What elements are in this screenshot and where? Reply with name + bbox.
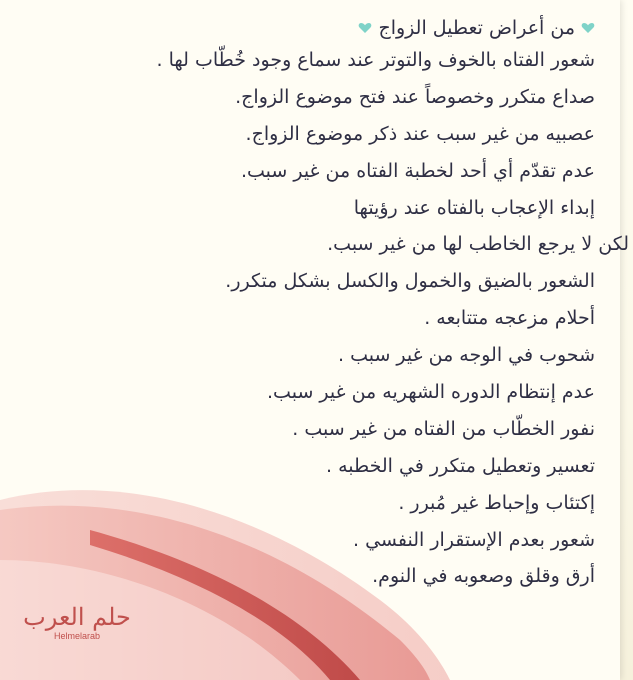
symptoms-list bbox=[0, 14, 629, 601]
list-item: إبداء الإعجاب بالفتاه عند رؤيتها bbox=[353, 196, 595, 219]
list-item: أحلام مزعجه متتابعه . bbox=[424, 307, 595, 330]
logo-arabic-text: حلم العرب bbox=[23, 603, 131, 631]
heading bbox=[0, 14, 595, 42]
list-item: عدم إنتظام الدوره الشهريه من غير سبب. bbox=[267, 381, 595, 404]
list-item: نفور الخطّاب من الفتاه من غير سبب . bbox=[292, 417, 595, 440]
logo-latin-text: Helmelarab bbox=[53, 631, 101, 641]
list-item: شعور بعدم الإستقرار النفسي . bbox=[353, 528, 595, 551]
list-item: الشعور بالضيق والخمول والكسل بشكل متكرر. bbox=[225, 270, 595, 293]
list-item: لكن لا يرجع الخاطب لها من غير سبب. bbox=[327, 233, 629, 256]
heart-icon bbox=[581, 22, 595, 34]
heart-icon bbox=[358, 22, 372, 34]
list-item: صداع متكرر وخصوصاً عند فتح موضوع الزواج. bbox=[235, 85, 595, 108]
heading-text: من أعراض تعطيل الزواج bbox=[378, 17, 575, 39]
list-item: إكتئاب وإحباط غير مُبرر . bbox=[398, 491, 595, 514]
list-item: شعور الفتاه بالخوف والتوتر عند سماع وجود خُطّاب لها . bbox=[156, 49, 595, 71]
list-item: شحوب في الوجه من غير سبب . bbox=[337, 344, 595, 367]
site-logo bbox=[22, 602, 132, 652]
list-item: عصبيه من غير سبب عند ذكر موضوع الزواج. bbox=[245, 122, 595, 145]
list-item: تعسير وتعطيل متكرر في الخطبه . bbox=[325, 454, 595, 477]
list-item: عدم تقدّم أي أحد لخطبة الفتاه من غير سبب. bbox=[240, 159, 595, 182]
list-item: أرق وقلق وصعوبه في النوم. bbox=[372, 565, 595, 588]
